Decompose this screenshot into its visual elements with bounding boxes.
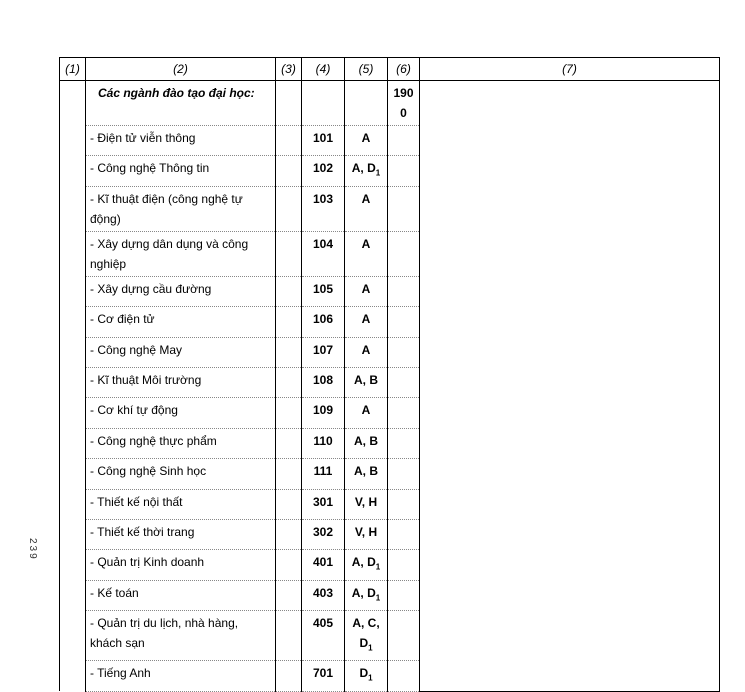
exam-groups: A, $D_1$ bbox=[345, 156, 388, 186]
major-name: - Quản trị Kinh doanh bbox=[86, 550, 276, 580]
major-code: 106 bbox=[302, 307, 345, 337]
group-subscript: 1 bbox=[368, 673, 373, 683]
exam-groups: A bbox=[345, 307, 388, 337]
major-code: 103 bbox=[302, 186, 345, 231]
exam-groups: $D_1$ bbox=[345, 661, 388, 691]
major-code: 302 bbox=[302, 519, 345, 549]
exam-groups: A bbox=[345, 231, 388, 276]
major-code: 107 bbox=[302, 337, 345, 367]
major-name: - Cơ điện tử bbox=[86, 307, 276, 337]
major-name: - Tiếng Anh bbox=[86, 661, 276, 691]
column-header: (6) bbox=[388, 58, 420, 81]
column-header: (5) bbox=[345, 58, 388, 81]
major-code: 108 bbox=[302, 367, 345, 397]
major-name: - Công nghệ thực phẩm bbox=[86, 428, 276, 458]
major-name: - Xây dựng dân dụng và công nghiệp bbox=[86, 231, 276, 276]
column-header: (1) bbox=[60, 58, 86, 81]
column-header: (4) bbox=[302, 58, 345, 81]
total-quota: 1900 bbox=[388, 81, 420, 126]
group-subscript: 1 bbox=[375, 168, 381, 178]
major-name: - Cơ khí tự động bbox=[86, 398, 276, 428]
major-code: 301 bbox=[302, 489, 345, 519]
major-code: 405 bbox=[302, 611, 345, 661]
major-name: - Thiết kế nội thất bbox=[86, 489, 276, 519]
exam-groups: A bbox=[345, 398, 388, 428]
exam-groups: A bbox=[345, 186, 388, 231]
major-name: - Kế toán bbox=[86, 580, 276, 610]
exam-groups: A bbox=[345, 126, 388, 156]
group-subscript: 1 bbox=[368, 643, 373, 653]
exam-groups: A, $D_1$ bbox=[345, 550, 388, 580]
major-code: 109 bbox=[302, 398, 345, 428]
major-code: 403 bbox=[302, 580, 345, 610]
page-number: 239 bbox=[27, 538, 38, 561]
exam-groups: V, H bbox=[345, 519, 388, 549]
exam-groups: A, C, $D_1$ bbox=[345, 611, 388, 661]
section-header-row bbox=[60, 81, 720, 126]
major-name: - Kĩ thuật Môi trường bbox=[86, 367, 276, 397]
major-name: - Quản trị du lịch, nhà hàng, khách sạn bbox=[86, 611, 276, 661]
major-name: - Công nghệ Thông tin bbox=[86, 156, 276, 186]
index-cell bbox=[60, 81, 86, 692]
exam-groups: A bbox=[345, 276, 388, 306]
exam-groups: A, B bbox=[345, 459, 388, 489]
major-name: - Thiết kế thời trang bbox=[86, 519, 276, 549]
major-name: - Công nghệ May bbox=[86, 337, 276, 367]
major-code: 401 bbox=[302, 550, 345, 580]
major-code: 701 bbox=[302, 661, 345, 691]
major-name: - Xây dựng cầu đường bbox=[86, 276, 276, 306]
column-header: (7) bbox=[420, 58, 720, 81]
column-header: (2) bbox=[86, 58, 276, 81]
notes-cell bbox=[420, 81, 720, 692]
major-code: 105 bbox=[302, 276, 345, 306]
exam-groups: A, B bbox=[345, 367, 388, 397]
exam-groups: A bbox=[345, 337, 388, 367]
majors-table bbox=[59, 57, 720, 692]
major-name: - Kĩ thuật điện (công nghệ tự động) bbox=[86, 186, 276, 231]
major-code: 101 bbox=[302, 126, 345, 156]
exam-groups: A, B bbox=[345, 428, 388, 458]
major-code: 102 bbox=[302, 156, 345, 186]
major-name: - Công nghệ Sinh học bbox=[86, 459, 276, 489]
section-title: Các ngành đào tạo đại học: bbox=[86, 81, 276, 126]
major-name: - Điện tử viễn thông bbox=[86, 126, 276, 156]
column-header-row bbox=[60, 58, 720, 81]
major-code: 111 bbox=[302, 459, 345, 489]
group-subscript: 1 bbox=[375, 593, 381, 603]
major-code: 110 bbox=[302, 428, 345, 458]
exam-groups: A, $D_1$ bbox=[345, 580, 388, 610]
column-header: (3) bbox=[276, 58, 302, 81]
exam-groups: V, H bbox=[345, 489, 388, 519]
group-subscript: 1 bbox=[375, 562, 381, 572]
major-code: 104 bbox=[302, 231, 345, 276]
